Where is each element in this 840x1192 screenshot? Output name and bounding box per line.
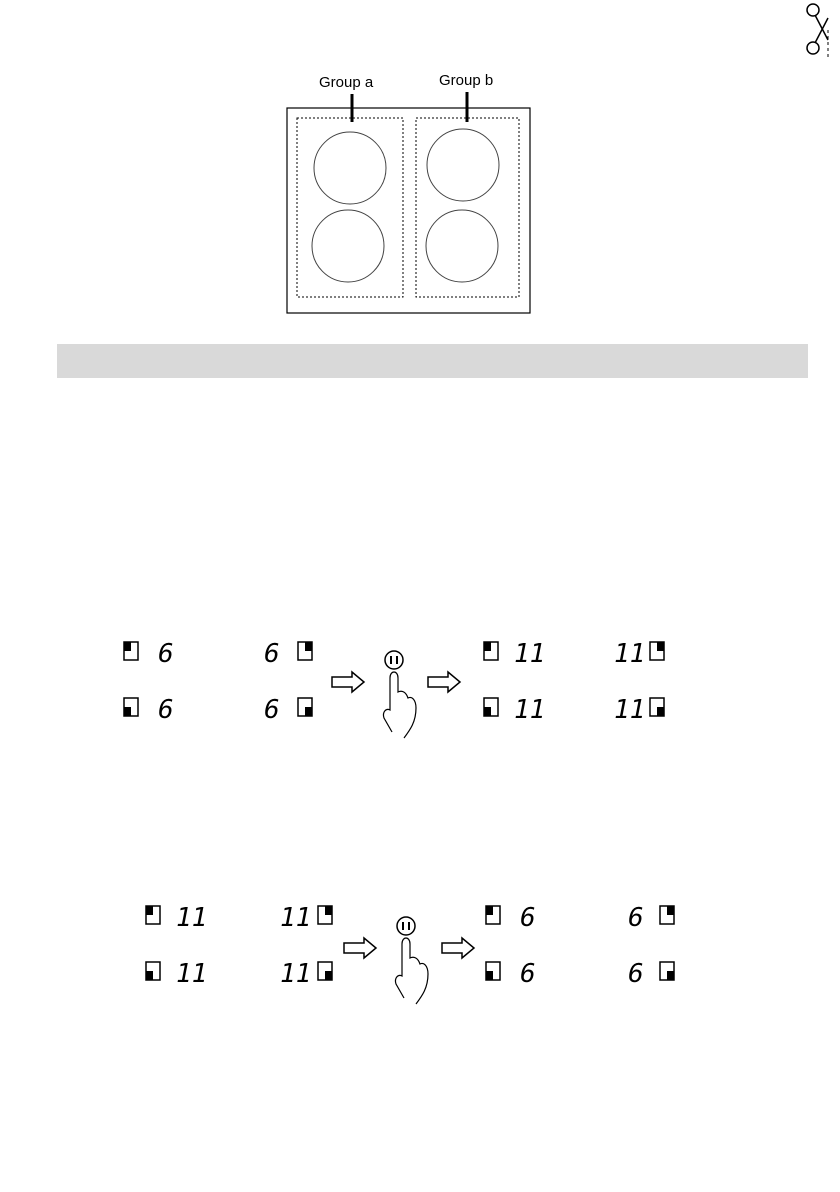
hob-group-diagram — [285, 70, 535, 320]
zone-indicator-rear-left-icon — [124, 642, 138, 660]
zone-indicator-front-left-icon — [146, 962, 160, 980]
zone-display-rear-right-after — [614, 639, 664, 669]
zone-indicator-rear-left-icon — [484, 642, 498, 660]
cut-line-icon — [0, 0, 840, 60]
zone-indicator-front-right-icon — [660, 962, 674, 980]
zone-display-rear-right-after — [628, 903, 674, 933]
zone-indicator-rear-right-icon — [318, 906, 332, 924]
power-level-rear-right-after: 6 — [628, 903, 644, 933]
power-level-front-left-after: 6 — [520, 959, 536, 989]
zone-indicator-rear-right-icon — [650, 642, 664, 660]
zone-display-front-right-after — [614, 695, 664, 725]
hob-outline — [287, 108, 530, 313]
zone-display-front-left-after — [484, 695, 545, 725]
power-level-front-left-after: 11 — [514, 695, 546, 725]
group-b-label: Group b — [439, 72, 494, 89]
zone-indicator-rear-left-icon — [146, 906, 160, 924]
power-level-front-right-after: 11 — [614, 695, 646, 725]
zone-display-front-left — [146, 959, 207, 989]
hollow-arrow-right-icon — [428, 672, 460, 692]
pause-button-press-icon — [395, 917, 428, 1004]
zone-display-rear-left-after — [484, 639, 545, 669]
zone-indicator-rear-left-icon — [486, 906, 500, 924]
scissors-icon — [807, 4, 828, 54]
pause-sequence-2 — [0, 880, 840, 1020]
power-level-rear-left: 6 — [158, 639, 174, 669]
zone-display-rear-right — [264, 639, 312, 669]
zone-display-rear-left-after — [486, 903, 536, 933]
group-a-label: Group a — [319, 74, 374, 91]
power-level-rear-left: 11 — [176, 903, 208, 933]
zone-indicator-front-right-icon — [318, 962, 332, 980]
cooking-zone-rear-right — [427, 129, 499, 201]
zone-display-front-left — [124, 695, 174, 725]
zone-display-front-left-after — [486, 959, 536, 989]
zone-indicator-rear-right-icon — [298, 642, 312, 660]
power-level-rear-left-after: 11 — [514, 639, 546, 669]
zone-display-front-right-after — [628, 959, 674, 989]
zone-indicator-front-left-icon — [124, 698, 138, 716]
hollow-arrow-right-icon — [344, 938, 376, 958]
zone-indicator-rear-right-icon — [660, 906, 674, 924]
power-level-rear-right: 6 — [264, 639, 280, 669]
section-heading-bar — [57, 344, 808, 378]
cooking-zone-front-right — [426, 210, 498, 282]
group-a-boundary — [297, 118, 403, 297]
power-level-rear-left-after: 6 — [520, 903, 536, 933]
zone-indicator-front-left-icon — [486, 962, 500, 980]
cooking-zone-rear-left — [314, 132, 386, 204]
zone-display-front-right — [280, 959, 332, 989]
zone-display-rear-left — [146, 903, 207, 933]
power-level-rear-right: 11 — [280, 903, 312, 933]
zone-indicator-front-left-icon — [484, 698, 498, 716]
pause-sequence-1 — [0, 620, 840, 760]
zone-display-rear-left — [124, 639, 174, 669]
hollow-arrow-right-icon — [332, 672, 364, 692]
power-level-front-right: 6 — [264, 695, 280, 725]
hollow-arrow-right-icon — [442, 938, 474, 958]
power-level-front-right-after: 6 — [628, 959, 644, 989]
cooking-zone-front-left — [312, 210, 384, 282]
zone-indicator-front-right-icon — [650, 698, 664, 716]
zone-indicator-front-right-icon — [298, 698, 312, 716]
zone-display-rear-right — [280, 903, 332, 933]
pause-button-press-icon — [383, 651, 416, 738]
power-level-front-right: 11 — [280, 959, 312, 989]
power-level-front-left: 11 — [176, 959, 208, 989]
power-level-front-left: 6 — [158, 695, 174, 725]
group-b-boundary — [416, 118, 519, 297]
power-level-rear-right-after: 11 — [614, 639, 646, 669]
zone-display-front-right — [264, 695, 312, 725]
